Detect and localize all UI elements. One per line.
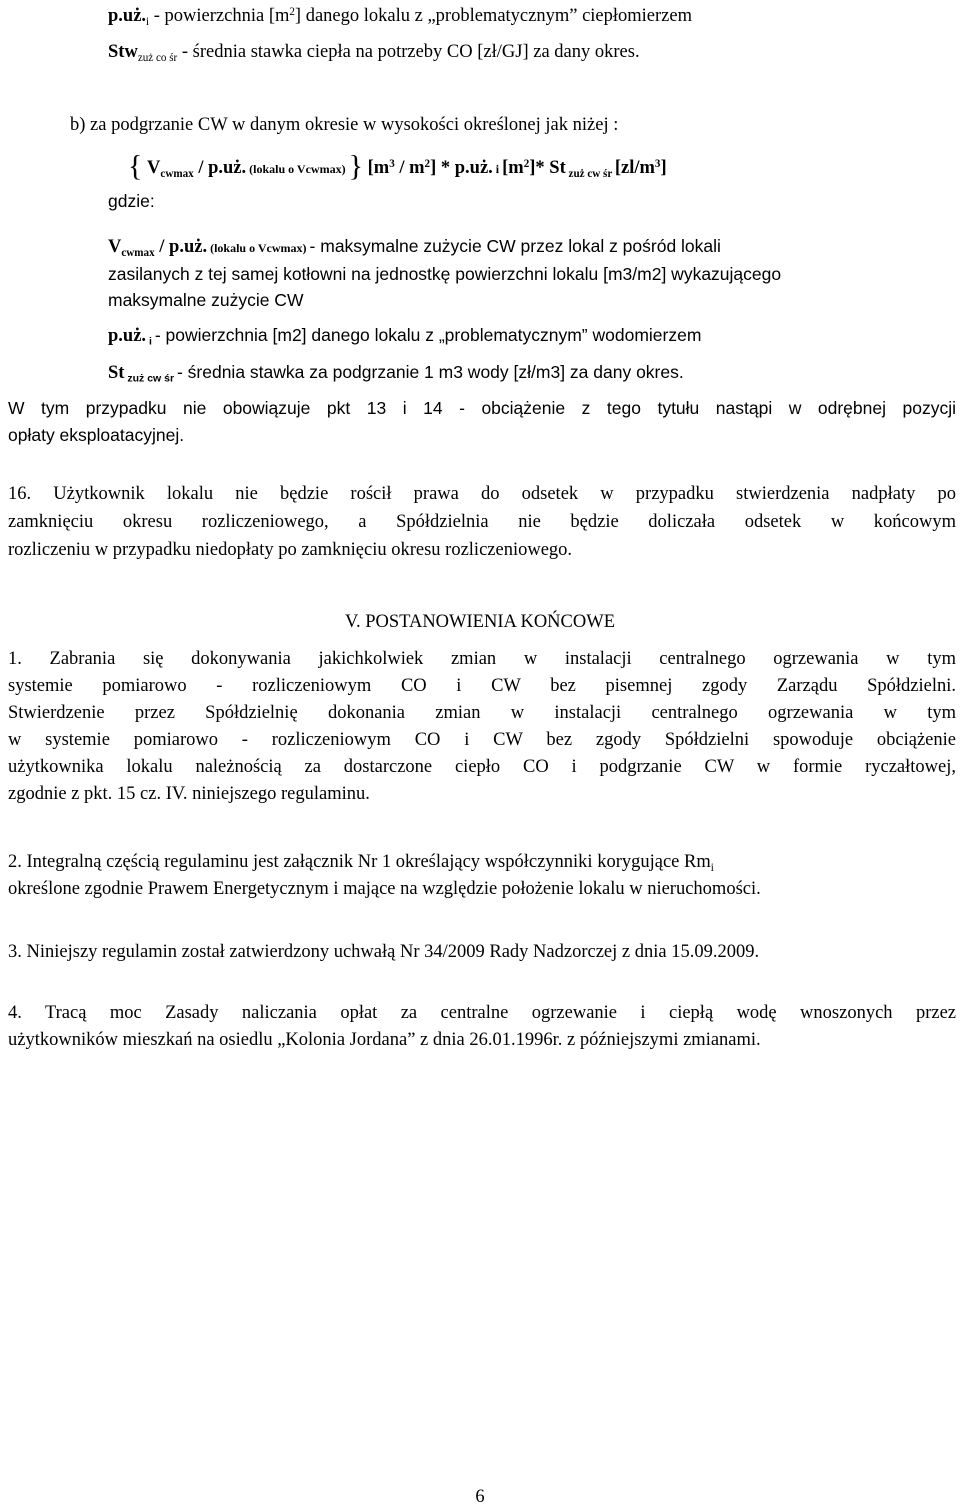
- p2-text: 2. Integralną częścią regulaminu jest załącznik Nr 1 określający współczynniki korygujące Rm: [8, 852, 711, 872]
- subscript-i: i: [146, 335, 155, 348]
- close-brace: }: [348, 149, 363, 183]
- formula-line: [128, 149, 667, 183]
- p4-line-2: użytkowników mieszkań na osiedlu „Kolonia Jordana” z dnia 26.01.1996r. z późniejszymi zmianami.: [8, 1030, 761, 1050]
- p2-line-2: określone zgodnie Prawem Energetycznym i mające na względzie położenie lokalu w nieruchomości.: [8, 879, 761, 899]
- p1-line-1: 1. Zabrania się dokonywania jakichkolwiek zmian w instalacji centralnego ogrzewania w tym: [8, 649, 956, 669]
- def-puz: / p.uż.: [154, 237, 208, 257]
- p2-sub-i: i: [710, 861, 714, 874]
- formula-m3-sup: 3: [389, 157, 395, 170]
- formula-m2b: [m: [502, 158, 524, 178]
- def-text: - maksymalne zużycie CW przez lokal z pośród lokali: [309, 236, 721, 256]
- subscript-stw: zuż co śr: [137, 51, 178, 64]
- p1-line-3: Stwierdzenie przez Spółdzielnię dokonania zmian w instalacji centralnego ogrzewania w tym: [8, 703, 956, 723]
- p16-line-2: zamknięciu okresu rozliczeniowego, a Spółdzielnia nie będzie doliczała odsetek w końcowym: [8, 512, 956, 532]
- formula-lokalu: (lokalu o Vcwmax): [246, 162, 349, 176]
- def-text: - powierzchnia [m2] danego lokalu z „problematycznym” wodomierzem: [154, 325, 702, 345]
- definition-text-rest: ] danego lokalu z „problematycznym” ciepłomierzem: [294, 6, 692, 26]
- definition-puz-water: [108, 325, 701, 347]
- def-v: V: [108, 237, 122, 257]
- def-v-sub: cwmax: [121, 246, 155, 259]
- formula-zl: [zl/m: [614, 158, 655, 178]
- p1-line-2: systemie pomiarowo - rozliczeniowym CO i CW bez pisemnej zgody Zarządu Spółdzielni.: [8, 676, 956, 696]
- superscript-2: 2: [289, 5, 295, 18]
- p3-line-1: 3. Niniejszy regulamin został zatwierdzony uchwałą Nr 34/2009 Rady Nadzorczej z dnia 15.09.2009.: [8, 942, 760, 962]
- formula-st: ]* St: [529, 158, 566, 178]
- formula-m2: / m: [394, 158, 425, 178]
- section-b-heading: b) za podgrzanie CW w danym okresie w wysokości określonej jak niżej :: [70, 115, 619, 135]
- formula-v-sub: cwmax: [160, 167, 194, 180]
- formula-end: ]: [660, 158, 667, 178]
- definition-stw: [108, 42, 640, 63]
- subscript-i: i: [146, 15, 150, 28]
- p16-line-3: rozliczeniu w przypadku niedopłaty po zamknięciu okresu rozliczeniowego.: [8, 540, 573, 560]
- p1-line-4: w systemie pomiarowo - rozliczeniowym CO i CW bez zgody Spółdzielni spowoduje obciążenie: [8, 730, 956, 750]
- definition-st: [108, 362, 684, 384]
- term-stw: Stw: [108, 42, 138, 62]
- definition-vcwmax-l3: maksymalne zużycie CW: [108, 290, 304, 310]
- def-text: - średnia stawka za podgrzanie 1 m3 wody [zł/m3] za dany okres.: [176, 362, 684, 382]
- subscript-st: zuż cw śr: [124, 372, 177, 385]
- p1-line-6: zgodnie z pkt. 15 cz. IV. niniejszego regulaminu.: [8, 784, 370, 804]
- term-puz: p.uż.: [108, 326, 147, 346]
- page-number: 6: [475, 1487, 485, 1507]
- p4-line-1: 4. Tracą moc Zasady naliczania opłat za centralne ogrzewanie i ciepłą wodę wnoszonych przez: [8, 1003, 956, 1023]
- gdzie-label: gdzie:: [108, 191, 155, 211]
- section-title: V. POSTANOWIENIA KOŃCOWE: [344, 612, 615, 632]
- formula-m2-sup: 2: [424, 157, 431, 170]
- definition-vcwmax-l2: zasilanych z tej samej kotłowni na jednostkę powierzchni lokalu [m3/m2] wykazującego: [108, 264, 782, 284]
- definition-text: - powierzchnia [m: [149, 6, 290, 26]
- term-st: St: [108, 363, 125, 383]
- def-lokalu: (lokalu o Vcwmax): [207, 241, 310, 255]
- definition-text: - średnia stawka ciepła na potrzeby CO [zł/GJ] za dany okres.: [177, 42, 640, 62]
- formula-st-sub: zuż cw śr: [565, 167, 615, 180]
- note-line-2: opłaty eksploatacyjnej.: [8, 425, 185, 445]
- note-line-1: W tym przypadku nie obowiązuje pkt 13 i 14 - obciążenie z tego tytułu nastąpi w odrębnej pozycji: [8, 398, 956, 418]
- term-puz: p.uż.: [108, 6, 147, 26]
- formula-m2b-sup: 2: [523, 157, 530, 170]
- p16-line-1: 16. Użytkownik lokalu nie będzie rościł prawa do odsetek w przypadku stwierdzenia nadpłaty po: [8, 484, 956, 504]
- definition-puz-heat: [108, 6, 692, 27]
- p1-line-5: użytkownika lokalu należnością za dostarczone ciepło CO i podgrzanie CW w formie ryczałtowej,: [8, 757, 956, 777]
- formula-m3: [m: [362, 158, 390, 178]
- open-brace: {: [128, 149, 143, 183]
- formula-zl-sup: 3: [654, 157, 661, 170]
- formula-v: V: [147, 158, 161, 178]
- formula-i: i: [492, 162, 503, 176]
- formula-puz: / p.uż.: [193, 158, 247, 178]
- p2-line-1: [8, 852, 956, 873]
- definition-vcwmax: [108, 236, 956, 258]
- formula-mid: ] * p.uż.: [430, 158, 493, 178]
